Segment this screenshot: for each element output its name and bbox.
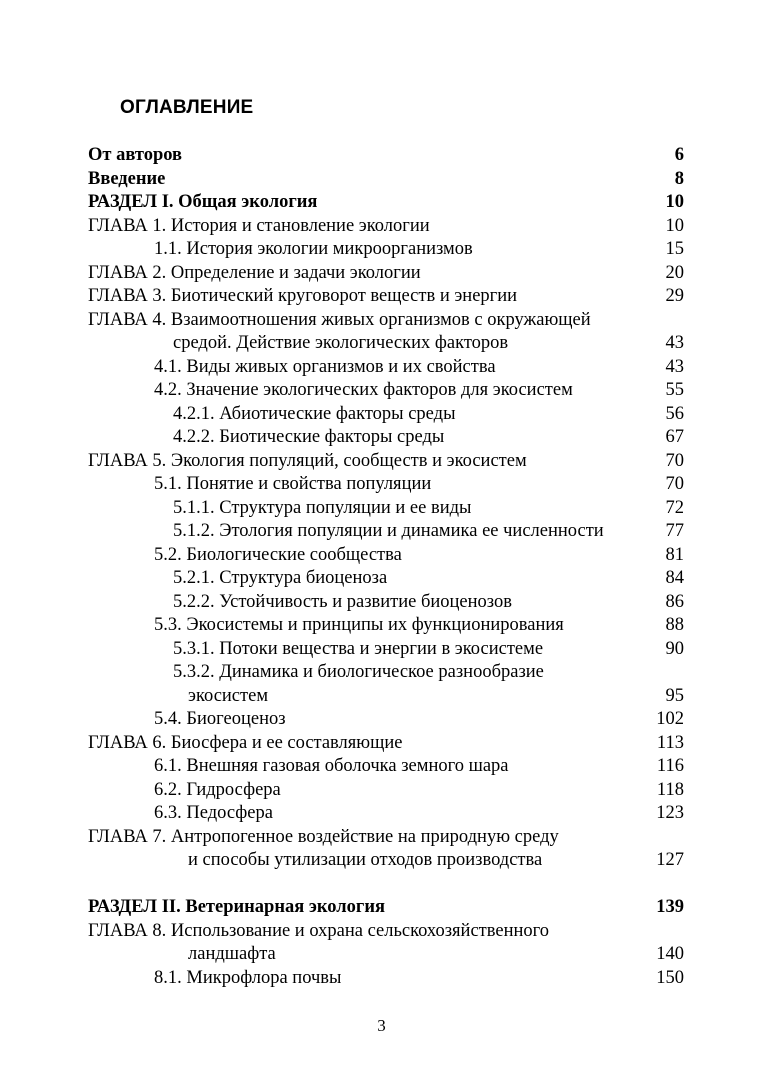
toc-subsubsection-entry: [88, 520, 688, 544]
toc-entry-page: 150: [656, 967, 684, 988]
toc-entry-title: 1.1. История экологии микроорганизмов: [154, 239, 473, 259]
toc-subsection-entry: [88, 379, 688, 403]
toc-entry-page: 10: [665, 192, 684, 212]
toc-entry-page: 72: [665, 497, 684, 518]
toc-entry-page: 139: [656, 897, 684, 917]
toc-entry-title: РАЗДЕЛ II. Ветеринарная экология: [88, 897, 386, 917]
toc-entry-title: средой. Действие экологических факторов: [173, 333, 509, 353]
toc-entry-page: 6: [674, 145, 684, 165]
toc-entry-title: От авторов: [88, 145, 183, 165]
toc-entry-page: 20: [665, 262, 684, 283]
toc-continuation-line: [88, 332, 688, 356]
toc-chapter-entry: [88, 826, 688, 850]
toc-entry-page: 43: [665, 333, 684, 353]
toc-entry-title: 5.3.2. Динамика и биологическое разнообразие: [173, 662, 544, 682]
toc-entry-title: 5.2. Биологические сообщества: [154, 544, 402, 565]
toc-entry-title: 5.2.1. Структура биоценоза: [173, 568, 388, 588]
toc-chapter-entry: [88, 262, 688, 286]
toc-entry-title: 6.2. Гидросфера: [154, 779, 281, 800]
toc-entry-page: 102: [656, 709, 684, 729]
toc-entry-page: 123: [656, 803, 684, 823]
toc-entry-page: 70: [665, 474, 684, 494]
toc-entry-title: 4.1. Виды живых организмов и их свойства: [154, 356, 496, 377]
toc-entry-page: 43: [665, 356, 684, 377]
toc-section-entry: [88, 896, 688, 920]
toc-entry-page: 67: [665, 427, 684, 447]
toc-entry-page: 118: [656, 779, 684, 800]
toc-subsubsection-entry: [88, 403, 688, 427]
toc-subsubsection-entry: [88, 591, 688, 615]
toc-entry-title: 5.1.1. Структура популяции и ее виды: [173, 497, 472, 518]
toc-entry-title: 4.2.2. Биотические факторы среды: [173, 427, 445, 447]
toc-entry-title: 4.2.1. Абиотические факторы среды: [173, 403, 456, 424]
toc-subsubsection-entry: [88, 638, 688, 662]
toc-entry-title: 5.2.2. Устойчивость и развитие биоценозов: [173, 591, 512, 612]
toc-subsection-entry: [88, 779, 688, 803]
toc-continuation-line: [88, 849, 688, 873]
toc-entry-page: 116: [656, 756, 684, 776]
page-title: ОГЛАВЛЕНИЕ: [120, 97, 254, 118]
toc-entry-page: 90: [665, 638, 684, 659]
toc-subsubsection-entry: [88, 661, 688, 685]
toc-entry-page: 15: [665, 239, 684, 259]
toc-entry-page: 56: [665, 403, 684, 424]
toc-subsection-entry: [88, 473, 688, 497]
toc-entry-title: 6.1. Внешняя газовая оболочка земного шара: [154, 756, 509, 776]
toc-entry-title: ГЛАВА 1. История и становление экологии: [88, 215, 430, 236]
toc-entry-title: 5.3. Экосистемы и принципы их функционирования: [154, 615, 564, 635]
toc-subsection-entry: [88, 614, 688, 638]
toc-subsection-entry: [88, 238, 688, 262]
toc-chapter-entry: [88, 309, 688, 333]
toc-subsection-entry: [88, 544, 688, 568]
toc-entry-title: 5.3.1. Потоки вещества и энергии в экосистеме: [173, 638, 544, 659]
toc-entry-title: ГЛАВА 8. Использование и охрана сельскохозяйственного: [88, 920, 550, 941]
toc-chapter-entry: [88, 450, 688, 474]
toc-subsubsection-entry: [88, 426, 688, 450]
toc-entry-title: ГЛАВА 3. Биотический круговорот веществ и энергии: [88, 286, 518, 306]
toc-entry-title: ГЛАВА 7. Антропогенное воздействие на природную среду: [88, 826, 559, 847]
toc-entry-title: 6.3. Педосфера: [154, 803, 273, 823]
toc-entry-title: ГЛАВА 5. Экология популяций, сообществ и экосистем: [88, 450, 527, 471]
toc-chapter-entry: [88, 285, 688, 309]
toc-subsubsection-entry: [88, 567, 688, 591]
toc-chapter-entry: [88, 215, 688, 239]
toc-entry-title: ГЛАВА 2. Определение и задачи экологии: [88, 262, 421, 283]
toc-entry-page: 10: [665, 215, 684, 236]
toc-entry-page: 81: [665, 544, 684, 565]
table-of-contents: [88, 144, 688, 990]
toc-entry-page: 77: [665, 521, 684, 541]
toc-entry-title: 5.1.2. Этология популяции и динамика ее численности: [173, 521, 604, 541]
toc-entry-title: 5.1. Понятие и свойства популяции: [154, 474, 432, 494]
toc-subsection-entry: [88, 755, 688, 779]
toc-entry: [88, 144, 688, 168]
toc-continuation-line: [88, 685, 688, 709]
toc-subsection-entry: [88, 356, 688, 380]
toc-entry-title: ландшафта: [188, 944, 276, 964]
toc-entry-title: 5.4. Биогеоценоз: [154, 709, 286, 729]
toc-entry-title: 4.2. Значение экологических факторов для экосистем: [154, 380, 573, 400]
toc-subsection-entry: [88, 967, 688, 991]
toc-entry-page: 95: [665, 685, 684, 706]
toc-chapter-entry: [88, 920, 688, 944]
toc-entry-title: ГЛАВА 6. Биосфера и ее составляющие: [88, 732, 403, 753]
toc-subsection-entry: [88, 802, 688, 826]
toc-entry-title: экосистем: [188, 685, 269, 706]
toc-entry-page: 113: [656, 732, 684, 753]
toc-entry: [88, 168, 688, 192]
toc-entry-page: 88: [665, 615, 684, 635]
toc-entry-page: 29: [665, 286, 684, 306]
toc-entry-title: Введение: [88, 168, 166, 189]
toc-entry-title: и способы утилизации отходов производства: [188, 850, 543, 870]
toc-section-entry: [88, 191, 688, 215]
page-number: 3: [377, 1016, 386, 1035]
toc-subsection-entry: [88, 708, 688, 732]
toc-entry-title: ГЛАВА 4. Взаимоотношения живых организмов с окружающей: [88, 309, 591, 330]
toc-chapter-entry: [88, 732, 688, 756]
toc-entry-title: 8.1. Микрофлора почвы: [154, 967, 342, 988]
toc-entry-page: 86: [665, 591, 684, 612]
toc-entry-page: 140: [656, 944, 684, 964]
toc-entry-page: 8: [674, 168, 684, 189]
toc-continuation-line: [88, 943, 688, 967]
toc-entry-page: 127: [656, 850, 684, 870]
toc-entry-page: 70: [665, 450, 684, 471]
toc-subsubsection-entry: [88, 497, 688, 521]
toc-entry-page: 84: [665, 568, 684, 588]
toc-entry-title: РАЗДЕЛ I. Общая экология: [88, 192, 318, 212]
toc-entry-page: 55: [665, 380, 684, 400]
